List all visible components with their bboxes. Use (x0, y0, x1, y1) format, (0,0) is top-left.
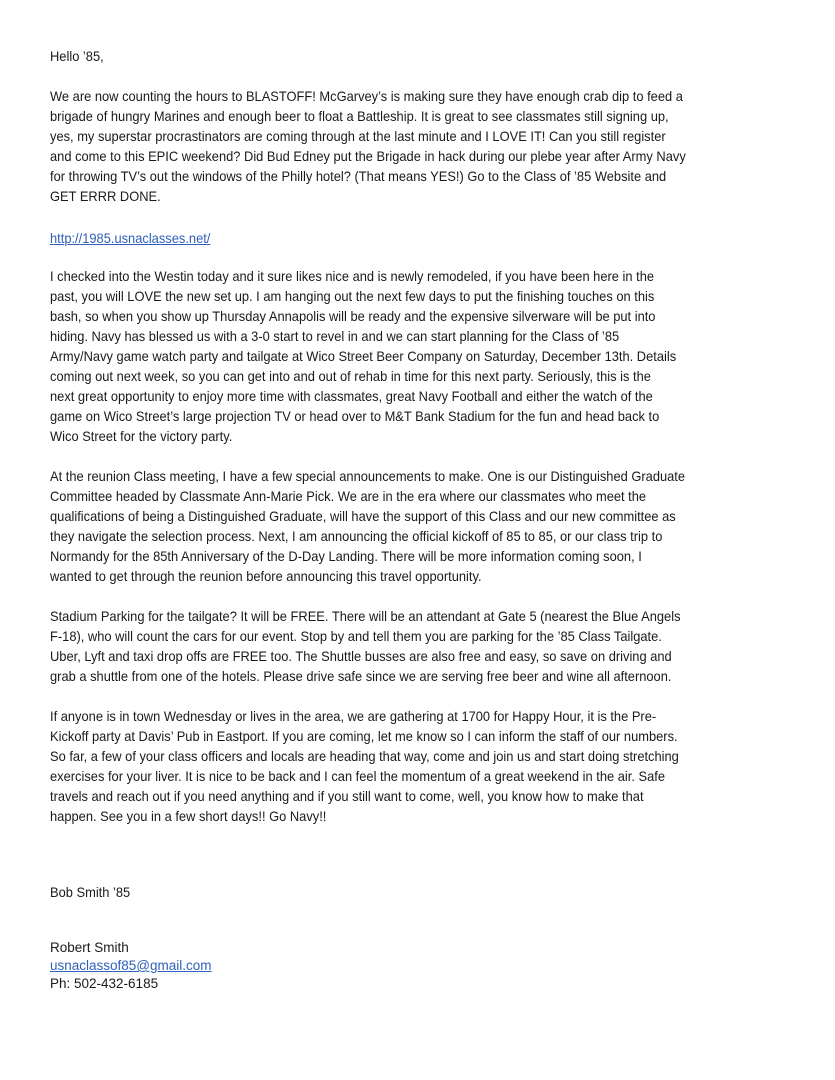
paragraph-line: Stadium Parking for the tailgate? It will be FREE. There will be an attendant at Gate 5 (nearest the Blue Angels (50, 608, 681, 624)
paragraph-line: hiding. Navy has blessed us with a 3-0 start to revel in and we can start planning for the Class of ’85 (50, 328, 620, 344)
paragraph-line: At the reunion Class meeting, I have a few special announcements to make. One is our Distinguished Graduate (50, 468, 686, 484)
paragraph-line: wanted to get through the reunion before announcing this travel opportunity. (50, 568, 482, 584)
signature-email-link[interactable]: usnaclassof85@gmail.com (50, 958, 212, 973)
signoff: Bob Smith ’85 (50, 884, 131, 900)
paragraph-line: and come to this EPIC weekend? Did Bud Edney put the Brigade in hack during our plebe year after Army Navy (50, 148, 686, 164)
greeting: Hello ’85, (50, 48, 104, 64)
paragraph-line: I checked into the Westin today and it sure likes nice and is newly remodeled, if you have been here in the (50, 268, 655, 284)
paragraph-line: bash, so when you show up Thursday Annapolis will be ready and the expensive silverware will be put into (50, 308, 656, 324)
paragraph-line: exercises for your liver. It is nice to be back and I can feel the momentum of a great weekend in the air. Safe (50, 768, 665, 784)
paragraph-line: game on Wico Street’s large projection TV or head over to M&T Bank Stadium for the fun and head back to (50, 408, 660, 424)
paragraph-line: Wico Street for the victory party. (50, 428, 233, 444)
paragraph-line: GET ERRR DONE. (50, 188, 161, 204)
paragraph-line: We are now counting the hours to BLASTOFF! McGarvey’s is making sure they have enough crab dip to feed a (50, 88, 683, 104)
signature-name: Robert Smith (50, 940, 129, 955)
paragraph-line: they navigate the selection process. Next, I am announcing the official kickoff of 85 to 85, or our class trip to (50, 528, 663, 544)
paragraph-line: If anyone is in town Wednesday or lives in the area, we are gathering at 1700 for Happy Hour, it is the Pre- (50, 708, 657, 724)
paragraph-line: Army/Navy game watch party and tailgate at Wico Street Beer Company on Saturday, December 13th. Details (50, 348, 677, 364)
paragraph-line: next great opportunity to enjoy more time with classmates, great Navy Football and either the watch of the (50, 388, 653, 404)
paragraph-line: brigade of hungry Marines and enough beer to float a Battleship. It is great to see classmates still signing up, (50, 108, 669, 124)
paragraph-line: Kickoff party at Davis’ Pub in Eastport. If you are coming, let me know so I can inform the staff of our numbers. (50, 728, 678, 744)
paragraph-line: travels and reach out if you need anything and if you still want to come, well, you know how to make that (50, 788, 644, 804)
paragraph-line: F-18), who will count the cars for our event. Stop by and tell them you are parking for the ’85 Class Tailgate. (50, 628, 662, 644)
paragraph-line: happen. See you in a few short days!! Go Navy!! (50, 808, 327, 824)
paragraph-line: past, you will LOVE the new set up. I am hanging out the next few days to put the finishing touches on this (50, 288, 655, 304)
paragraph-line: for throwing TV’s out the windows of the Philly hotel? (That means YES!) Go to the Class of ’85 Website and (50, 168, 667, 184)
paragraph-line: So far, a few of your class officers and locals are heading that way, come and join us and start doing stretching (50, 748, 679, 764)
paragraph-line: qualifications of being a Distinguished Graduate, will have the support of this Class and our new committee as (50, 508, 676, 524)
signature-phone: Ph: 502-432-6185 (50, 976, 159, 991)
paragraph-line: Uber, Lyft and taxi drop offs are FREE too. The Shuttle busses are also free and easy, so save on driving and (50, 648, 672, 664)
paragraph-line: grab a shuttle from one of the hotels. Please drive safe since we are serving free beer and wine all afternoon. (50, 668, 672, 684)
paragraph-line: Normandy for the 85th Anniversary of the D-Day Landing. There will be more information coming soon, I (50, 548, 642, 564)
website-link[interactable]: http://1985.usnaclasses.net/ (50, 230, 211, 246)
paragraph-line: Committee headed by Classmate Ann-Marie Pick. We are in the era where our classmates who meet the (50, 488, 647, 504)
paragraph-line: yes, my superstar procrastinators are coming through at the last minute and I LOVE IT! Can you still register (50, 128, 666, 144)
paragraph-line: coming out next week, so you can get into and out of rehab in time for this next party. Seriously, this is the (50, 368, 651, 384)
